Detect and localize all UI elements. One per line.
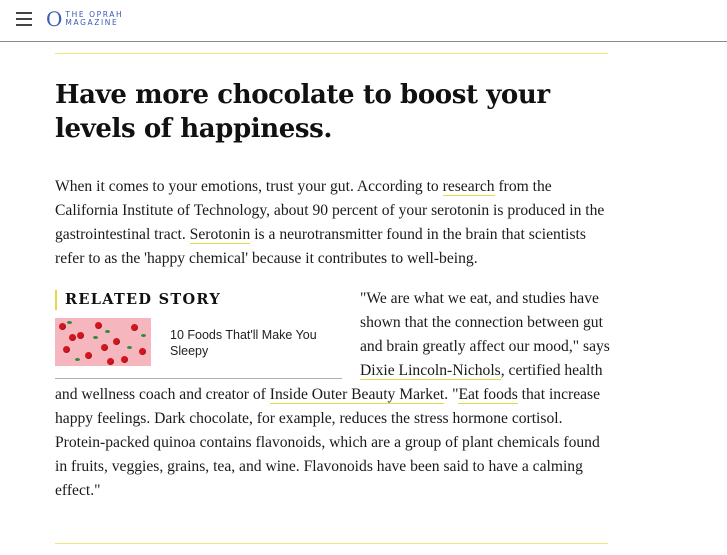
hamburger-menu-icon[interactable] [16,10,34,28]
site-logo[interactable] [46,8,123,30]
body-paragraph-2 [55,287,611,503]
dixie-lincoln-nichols-link[interactable]: Dixie Lincoln-Nichols [360,362,501,379]
text-run: from the California Institute of Technology, about 90 percent of your serotonin is produced in the gastrointestinal tract. [55,178,605,243]
text-run: that increase happy feelings. Dark chocolate, for example, reduces the stress hormone cortisol. Protein-packed quinoa contains flavonoids, which are a group of plant chemicals found in fruits, veggies, grains, tea, and wine. Flavonoids have been said to have a calming effect." [55,386,601,499]
eat-foods-link[interactable]: Eat foods [458,386,518,403]
text-run: , certified health and wellness coach and creator of [55,362,603,403]
text-run: is a neurotransmitter found in the brain that scientists refer to as the 'happy chemical' because it contributes to well-being. [55,226,586,267]
research-link[interactable]: research [442,178,495,195]
related-story-heading: RELATED STORY [55,290,221,310]
related-story-link[interactable]: 10 Foods That'll Make You Sleepy [170,328,317,358]
section-heading: Have more chocolate to boost your levels of happiness. [55,80,550,144]
text-run: "We are what we eat, and studies have shown that the connection between gut and brain greatly affect our mood," says [360,290,610,355]
inside-outer-beauty-market-link[interactable]: Inside Outer Beauty Market [269,386,445,403]
text-run: . " [444,386,459,403]
top-divider [55,53,608,54]
logo-mark: O [46,7,63,31]
related-story-spacer [55,287,360,383]
bottom-divider [55,543,608,544]
body-paragraph-1 [55,175,611,271]
logo-line-1: THE OPRAH [65,10,124,19]
logo-line-2: MAGAZINE [65,18,119,27]
top-navigation-bar [0,0,727,42]
serotonin-link[interactable]: Serotonin [189,226,251,243]
text-run: When it comes to your emotions, trust your gut. According to [55,178,443,195]
logo-wordmark [65,11,123,27]
